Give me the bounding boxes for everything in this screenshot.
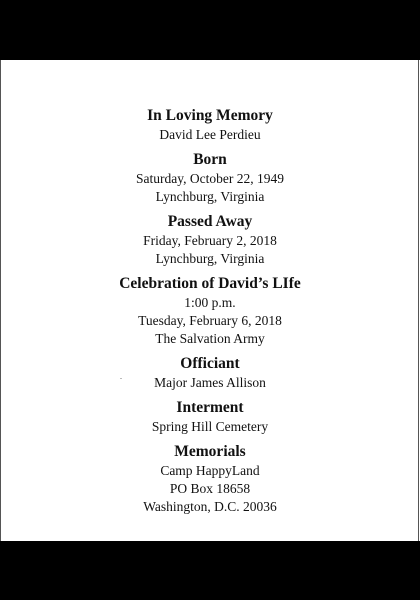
bottom-black-bar (0, 541, 420, 600)
born-date: Saturday, October 22, 1949 (136, 171, 284, 186)
celebration-time: 1:00 p.m. (184, 295, 236, 310)
officiant-name: Major James Allison (154, 375, 266, 390)
memorials-org: Camp HappyLand (160, 463, 260, 478)
celebration-date: Tuesday, February 6, 2018 (138, 313, 282, 328)
interment-heading: Interment (176, 399, 244, 416)
celebration-heading: Celebration of David’s LIfe (119, 275, 301, 292)
passed-section (0, 212, 420, 268)
top-black-bar (0, 0, 420, 60)
passed-date: Friday, February 2, 2018 (143, 233, 277, 248)
memorials-heading: Memorials (174, 443, 246, 460)
celebration-section (0, 274, 420, 348)
celebration-place: The Salvation Army (155, 331, 265, 346)
memorials-city: Washington, D.C. 20036 (143, 499, 277, 514)
memorials-section (0, 442, 420, 516)
passed-heading: Passed Away (167, 213, 253, 230)
passed-place: Lynchburg, Virginia (155, 251, 265, 266)
memorial-program-text (0, 106, 420, 522)
interment-section (0, 398, 420, 436)
header-section (0, 106, 420, 144)
interment-place: Spring Hill Cemetery (151, 419, 269, 434)
officiant-heading: Officiant (180, 355, 240, 372)
born-heading: Born (193, 151, 227, 168)
memorials-address: PO Box 18658 (169, 481, 251, 496)
born-place: Lynchburg, Virginia (155, 189, 265, 204)
deceased-name: David Lee Perdieu (159, 127, 261, 142)
officiant-section (0, 354, 420, 392)
born-section (0, 150, 420, 206)
memorial-title: In Loving Memory (147, 107, 273, 124)
